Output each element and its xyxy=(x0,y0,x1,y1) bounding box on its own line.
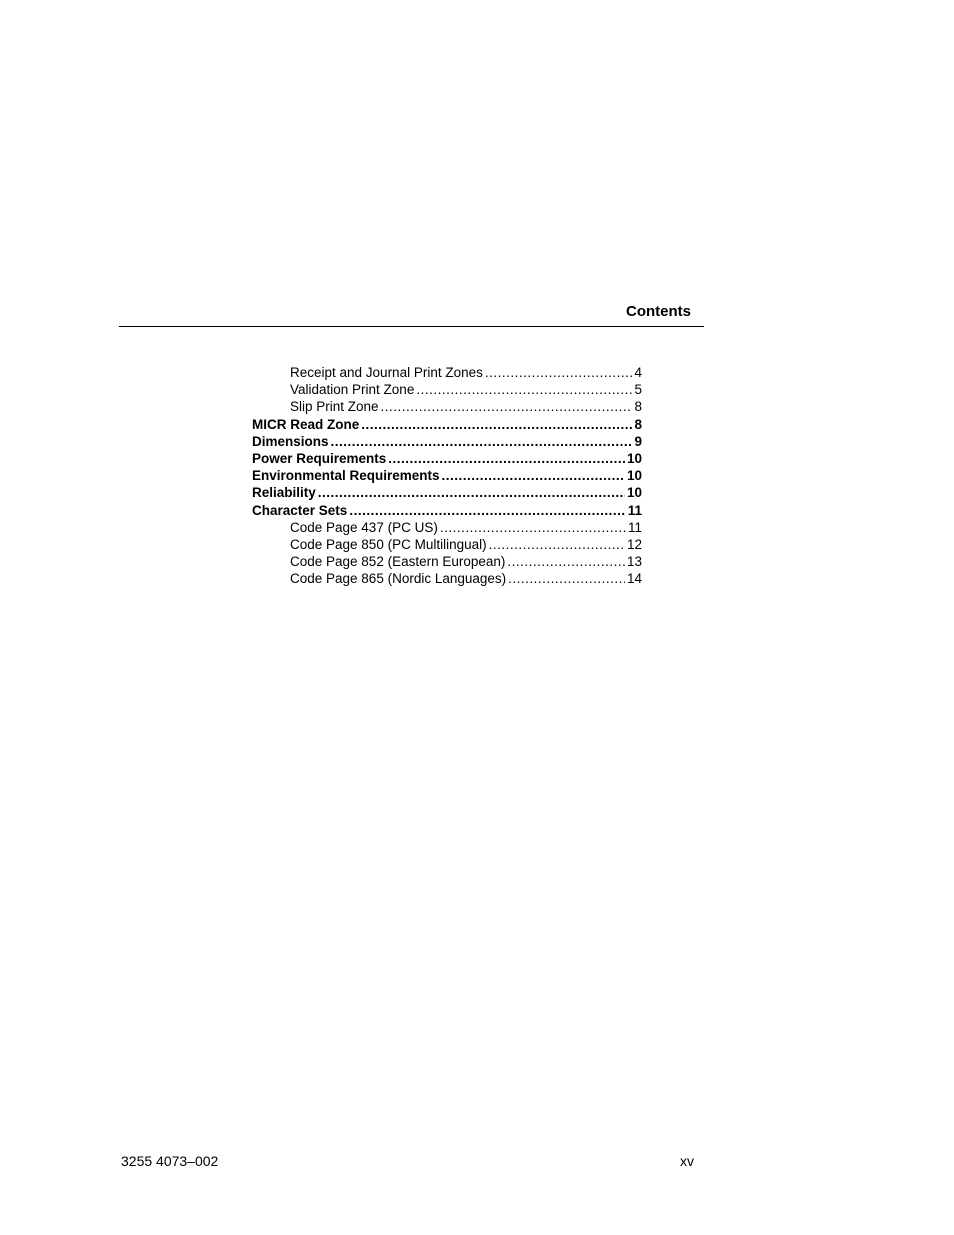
toc-entry[interactable] xyxy=(252,536,642,553)
toc-entry-page-number: 8 xyxy=(634,399,642,415)
toc-entry[interactable] xyxy=(252,416,642,433)
toc-entry[interactable] xyxy=(252,484,642,501)
toc-entry-title: MICR Read Zone xyxy=(252,416,360,432)
toc-dot-leader xyxy=(388,450,625,467)
toc-entry-title: Receipt and Journal Print Zones xyxy=(290,365,483,380)
toc-entry-page-number: 9 xyxy=(634,433,642,449)
toc-entry-title: Code Page 865 (Nordic Languages) xyxy=(290,571,507,587)
toc-entry-title: Validation Print Zone xyxy=(290,382,415,398)
toc-entry-title: Code Page 852 (Eastern European) xyxy=(290,554,506,570)
toc-entry-title: Character Sets xyxy=(252,502,348,518)
toc-entry-title: Power Requirements xyxy=(252,450,387,466)
toc-entry[interactable] xyxy=(252,381,642,398)
toc-dot-leader xyxy=(331,433,633,450)
toc-entry-title: Environmental Requirements xyxy=(252,468,440,484)
toc-entry[interactable] xyxy=(252,570,642,587)
toc-entry-title: Dimensions xyxy=(252,433,329,449)
toc-entry-page-number: 10 xyxy=(626,468,642,484)
toc-entry[interactable] xyxy=(252,467,642,484)
toc-entry-title: Reliability xyxy=(252,485,316,501)
footer-document-number: 3255 4073–002 xyxy=(121,1153,219,1169)
toc-dot-leader xyxy=(440,519,626,536)
toc-entry-title: Code Page 850 (PC Multilingual) xyxy=(290,536,487,552)
header-divider xyxy=(119,326,704,327)
toc-entry-page-number: 11 xyxy=(627,519,642,535)
toc-dot-leader xyxy=(318,484,625,501)
toc-entry-title: Code Page 437 (PC US) xyxy=(290,519,438,535)
toc-entry-page-number: 12 xyxy=(626,536,642,552)
toc-entry-page-number: 14 xyxy=(626,571,642,587)
toc-entry[interactable] xyxy=(252,519,642,536)
toc-dot-leader xyxy=(485,364,633,381)
toc-entry-page-number: 5 xyxy=(634,382,642,398)
toc-entry-page-number: 11 xyxy=(627,502,642,518)
page-header-title: Contents xyxy=(626,303,691,320)
toc-dot-leader xyxy=(361,416,632,433)
toc-entry-page-number: 8 xyxy=(634,416,642,432)
toc-dot-leader xyxy=(416,381,632,398)
toc-entry-page-number: 4 xyxy=(634,365,642,380)
toc-entry-page-number: 10 xyxy=(626,450,642,466)
toc-dot-leader xyxy=(507,553,625,570)
toc-entry-page-number: 13 xyxy=(626,554,642,570)
toc-dot-leader xyxy=(508,570,625,587)
toc-entry-title: Slip Print Zone xyxy=(290,399,379,415)
toc-entry[interactable] xyxy=(252,502,642,519)
toc-dot-leader xyxy=(349,502,625,519)
toc-entry[interactable] xyxy=(252,450,642,467)
table-of-contents xyxy=(252,364,642,587)
footer-page-number: xv xyxy=(680,1153,694,1169)
toc-entry[interactable] xyxy=(252,398,642,415)
toc-entry[interactable] xyxy=(252,553,642,570)
toc-entry-page-number: 10 xyxy=(626,485,642,501)
toc-dot-leader xyxy=(442,467,625,484)
toc-dot-leader xyxy=(489,536,625,553)
toc-entry[interactable] xyxy=(252,364,642,381)
toc-entry[interactable] xyxy=(252,433,642,450)
toc-dot-leader xyxy=(381,398,633,415)
